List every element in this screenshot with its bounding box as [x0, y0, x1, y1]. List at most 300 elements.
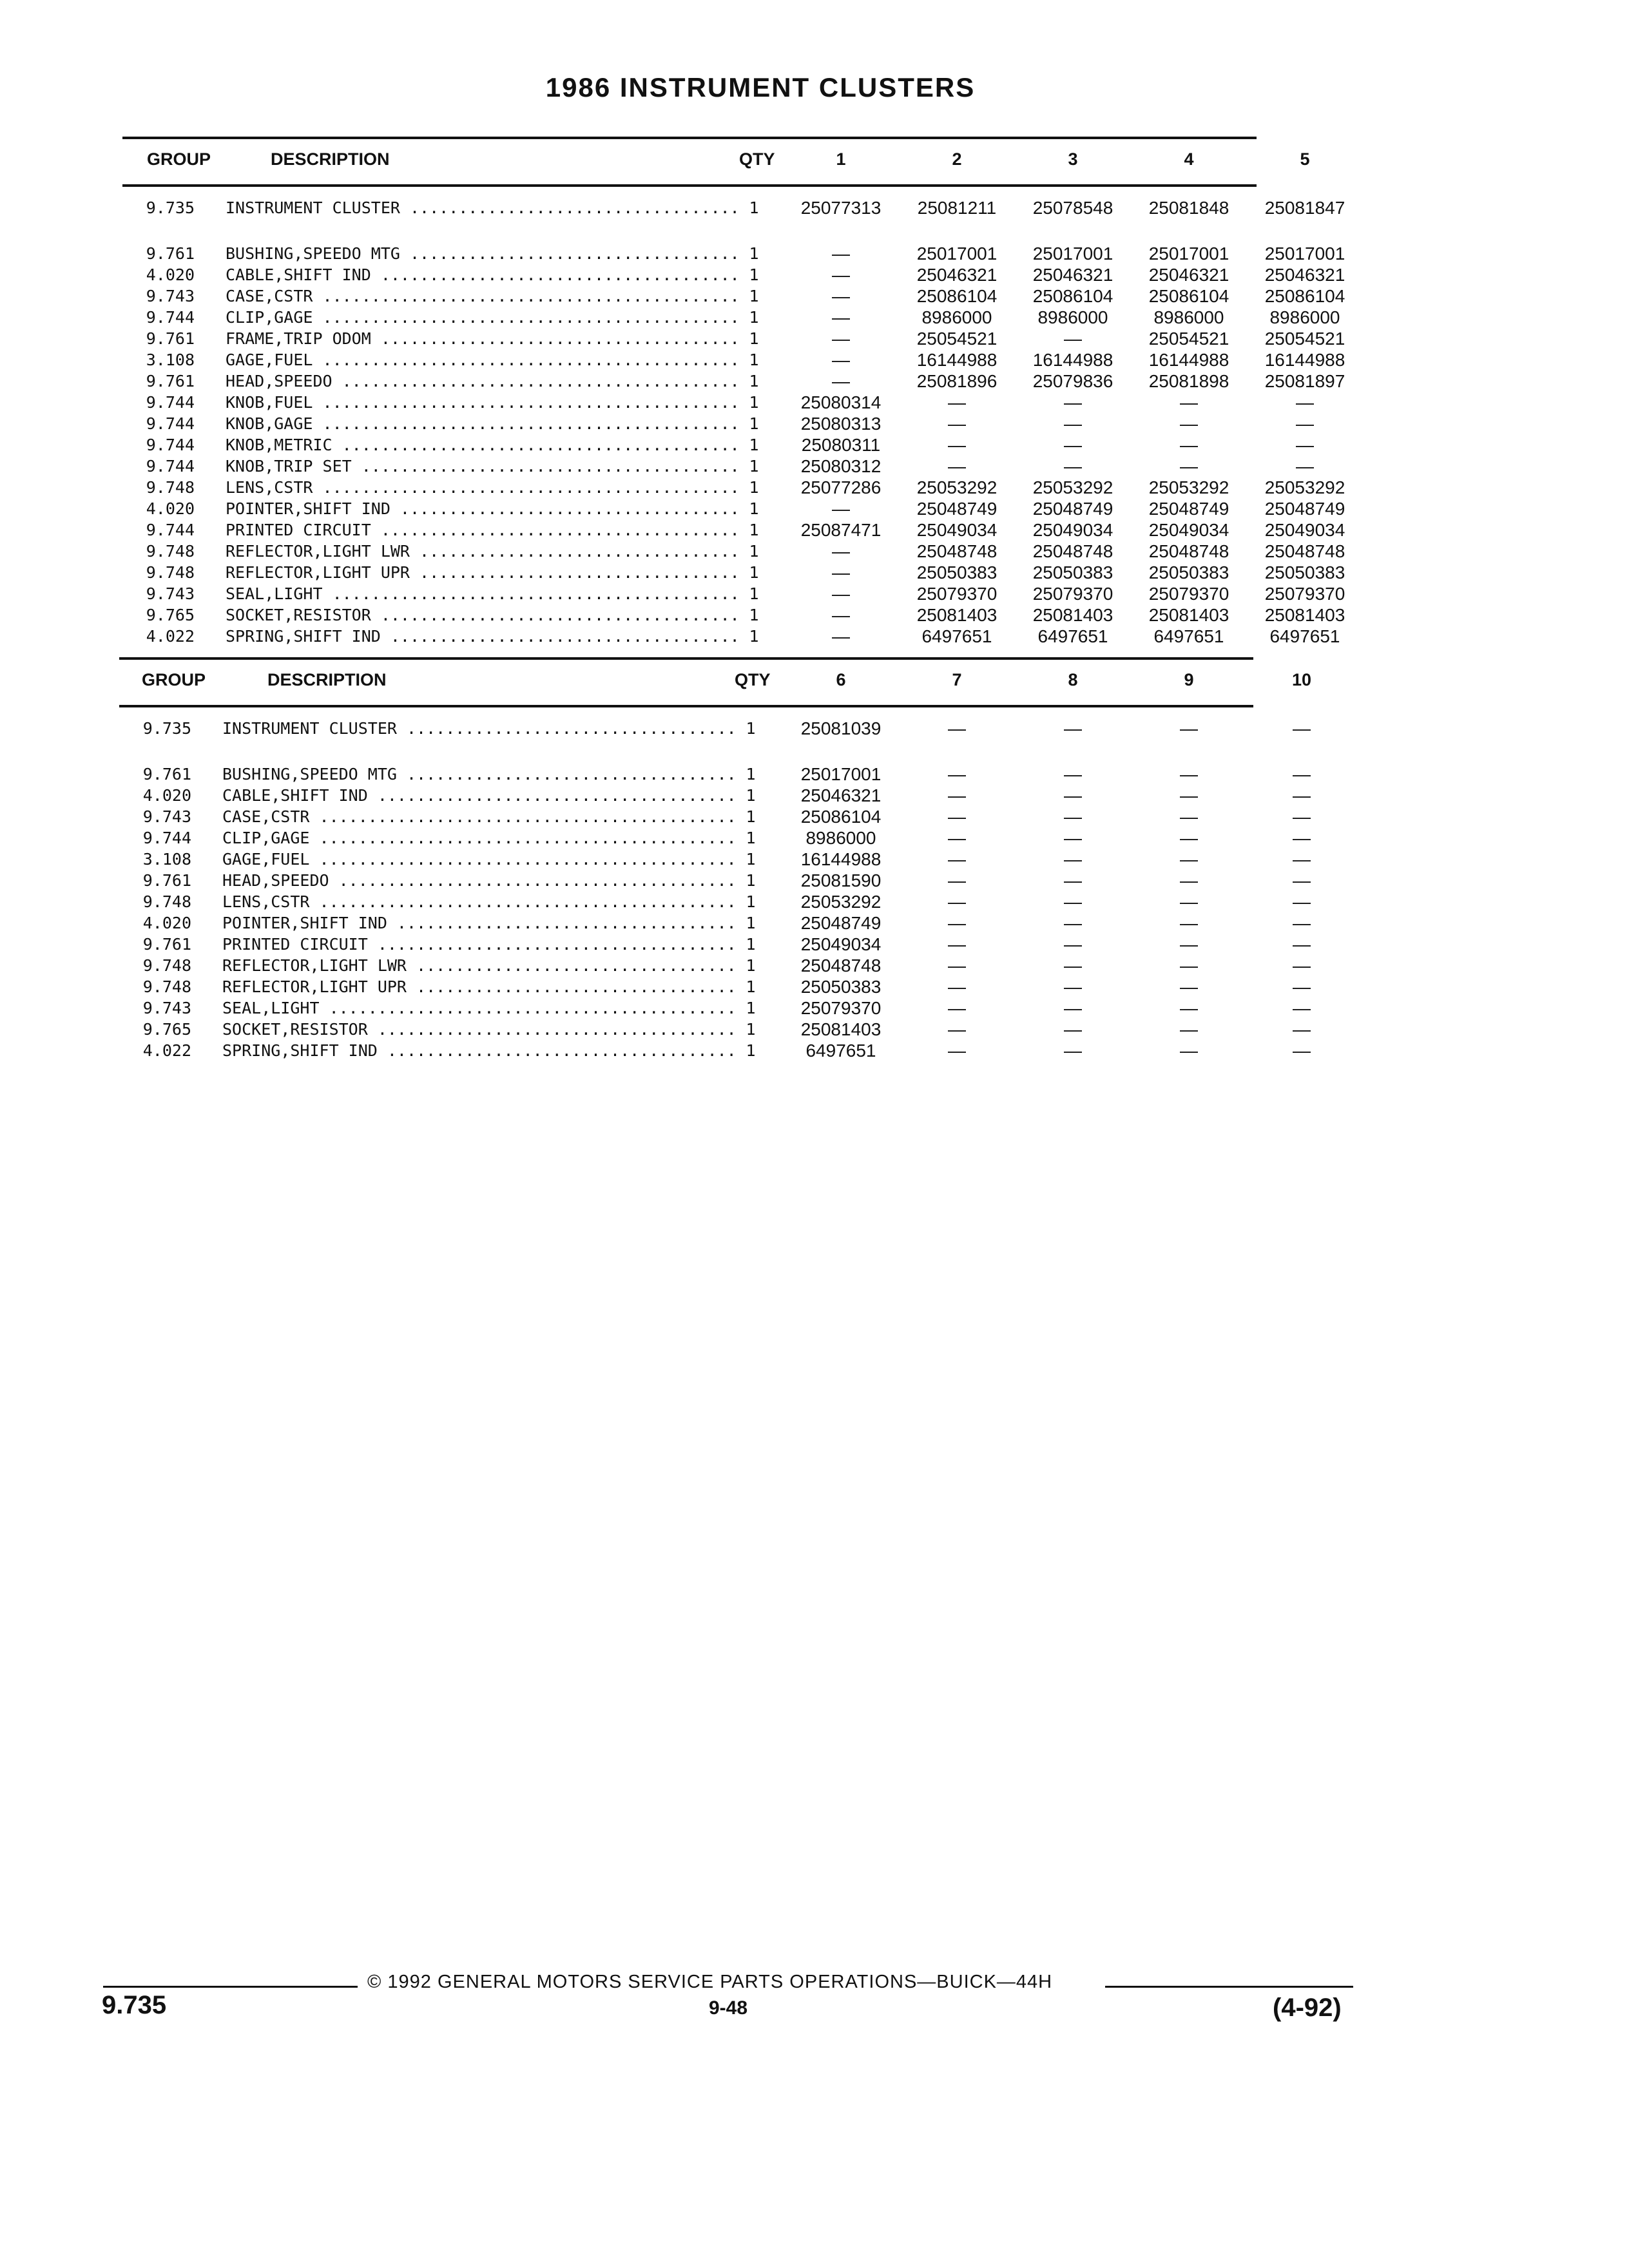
footer-rule-left: [103, 1986, 358, 1988]
header-col-1: 1: [836, 149, 846, 169]
part-number-cell: —: [832, 307, 850, 327]
part-number-cell: 25017001: [800, 764, 882, 784]
part-number-cell: —: [948, 956, 966, 975]
part-number-cell: 8986000: [1037, 307, 1108, 327]
part-number-cell: 25081039: [800, 718, 882, 738]
part-number-cell: —: [1064, 828, 1082, 848]
header-col-5: 5: [1300, 149, 1310, 169]
part-number-cell: —: [1296, 392, 1314, 412]
part-description: KNOB,GAGE .....: [226, 413, 741, 434]
part-number-cell: 25017001: [1264, 244, 1345, 264]
part-number-cell: —: [1180, 913, 1198, 933]
part-number-cell: 25050383: [916, 562, 998, 582]
part-number-cell: 8986000: [1269, 307, 1340, 327]
quantity: 1: [738, 891, 764, 912]
part-number-cell: 25081403: [1148, 605, 1229, 625]
part-number-cell: —: [1293, 849, 1311, 869]
header-col-10: 10: [1291, 670, 1312, 689]
parts-table-models-6-10: [119, 657, 1312, 1061]
table-row: [122, 285, 1345, 307]
part-number-cell: —: [1064, 998, 1082, 1018]
header-col-3: 3: [1068, 149, 1078, 169]
quantity: 1: [741, 626, 767, 647]
part-number-cell: —: [1180, 1041, 1198, 1061]
group-number: 9.735: [146, 198, 195, 217]
part-number-cell: 6497651: [1037, 626, 1108, 646]
part-description: CASE,CSTR .....: [226, 285, 741, 307]
part-description: REFLECTOR,LIGHT LWR .....: [222, 955, 738, 976]
table-row: [119, 891, 1311, 912]
part-number-cell: —: [1064, 849, 1082, 869]
quantity: 1: [738, 849, 764, 870]
part-number-cell: 25053292: [800, 892, 882, 912]
part-number-cell: —: [1064, 1019, 1082, 1039]
part-description: SPRING,SHIFT IND .....: [226, 626, 741, 647]
group-number: 9.748: [142, 892, 191, 911]
group-number: 9.761: [146, 372, 195, 390]
part-number-cell: —: [1296, 435, 1314, 455]
footer-rule-right: [1105, 1986, 1353, 1988]
group-number: 4.022: [146, 627, 195, 646]
part-number-cell: —: [948, 456, 966, 476]
quantity: 1: [741, 285, 767, 307]
part-description: POINTER,SHIFT IND .....: [222, 912, 738, 934]
part-number-cell: 25046321: [1148, 265, 1229, 285]
header-description: DESCRIPTION: [267, 670, 387, 689]
part-number-cell: —: [832, 244, 850, 264]
table-row: [119, 718, 1311, 739]
part-number-cell: 25081211: [917, 198, 997, 218]
part-number-cell: —: [948, 1019, 966, 1039]
part-number-cell: —: [948, 934, 966, 954]
header-col-9: 9: [1184, 670, 1194, 689]
part-number-cell: 25046321: [916, 265, 998, 285]
part-number-cell: 25086104: [1148, 286, 1229, 306]
part-number-cell: —: [1064, 718, 1082, 738]
part-number-cell: —: [1064, 456, 1082, 476]
part-description: PRINTED CIRCUIT .....: [222, 934, 738, 955]
table-row: [119, 870, 1311, 891]
table-row: [119, 764, 1311, 785]
table-row: [122, 349, 1345, 370]
part-number-cell: 25048749: [800, 913, 882, 933]
group-number: 9.744: [146, 457, 195, 476]
part-number-cell: —: [832, 541, 850, 561]
part-number-cell: 25081896: [916, 371, 998, 391]
group-number: 9.761: [142, 871, 191, 890]
quantity: 1: [741, 243, 767, 264]
part-number-cell: —: [1064, 329, 1082, 349]
part-number-cell: —: [1180, 956, 1198, 975]
part-number-cell: —: [1293, 1019, 1311, 1039]
quantity: 1: [738, 976, 764, 997]
header-col-8: 8: [1068, 670, 1078, 689]
part-number-cell: —: [1180, 998, 1198, 1018]
group-number: 9.761: [142, 765, 191, 783]
part-number-cell: 25080311: [801, 435, 881, 455]
page-title: 1986 INSTRUMENT CLUSTERS: [545, 72, 976, 102]
part-number-cell: 25053292: [1032, 477, 1113, 497]
part-number-cell: 25053292: [916, 477, 998, 497]
group-number: 9.744: [146, 521, 195, 539]
quantity: 1: [741, 307, 767, 328]
part-number-cell: 16144988: [916, 350, 998, 370]
part-number-cell: 25048748: [800, 956, 882, 975]
header-qty: QTY: [739, 149, 775, 169]
group-number: 9.743: [142, 999, 191, 1017]
part-number-cell: 25049034: [1264, 520, 1345, 540]
part-number-cell: 25079370: [1264, 584, 1345, 604]
table-row: [122, 328, 1345, 349]
part-number-cell: 6497651: [805, 1041, 876, 1061]
part-description: HEAD,SPEEDO .....: [222, 870, 738, 891]
part-number-cell: —: [1293, 998, 1311, 1018]
part-number-cell: —: [948, 870, 966, 890]
part-description: BUSHING,SPEEDO MTG .....: [226, 243, 741, 264]
group-number: 3.108: [146, 351, 195, 369]
group-number: 9.744: [146, 308, 195, 327]
table-row: [122, 583, 1345, 604]
part-number-cell: —: [1293, 1041, 1311, 1061]
table-row: [119, 934, 1311, 955]
part-number-cell: 25080312: [800, 456, 882, 476]
part-number-cell: 25048749: [1032, 499, 1113, 519]
part-number-cell: 25046321: [1264, 265, 1345, 285]
part-description: REFLECTOR,LIGHT UPR .....: [222, 976, 738, 997]
part-number-cell: —: [948, 718, 966, 738]
table-row: [119, 955, 1311, 976]
table-row: [119, 827, 1311, 849]
part-number-cell: —: [832, 605, 850, 625]
table-row: [122, 392, 1314, 413]
part-number-cell: —: [1180, 435, 1198, 455]
part-number-cell: —: [1180, 456, 1198, 476]
group-number: 9.744: [146, 393, 195, 412]
part-number-cell: 25054521: [1264, 329, 1345, 349]
row-spacer: [122, 218, 1257, 243]
part-number-cell: —: [832, 350, 850, 370]
group-number: 9.765: [146, 606, 195, 624]
quantity: 1: [738, 764, 764, 785]
part-number-cell: —: [1064, 392, 1082, 412]
part-number-cell: 25050383: [800, 977, 882, 997]
part-number-cell: 25079370: [800, 998, 882, 1018]
part-number-cell: —: [1293, 892, 1311, 912]
quantity: 1: [738, 955, 764, 976]
quantity: 1: [741, 583, 767, 604]
quantity: 1: [738, 912, 764, 934]
part-number-cell: 25054521: [916, 329, 998, 349]
group-number: 4.022: [142, 1041, 191, 1060]
part-description: CLIP,GAGE .....: [226, 307, 741, 328]
table-row: [122, 541, 1345, 562]
part-number-cell: 25053292: [1264, 477, 1345, 497]
part-number-cell: —: [1293, 828, 1311, 848]
part-number-cell: 8986000: [805, 828, 876, 848]
part-number-cell: 25049034: [800, 934, 882, 954]
part-number-cell: —: [1064, 892, 1082, 912]
part-description: BUSHING,SPEEDO MTG .....: [222, 764, 738, 785]
header-group: GROUP: [147, 149, 211, 169]
table-row: [122, 519, 1345, 541]
part-number-cell: 25079370: [916, 584, 998, 604]
part-number-cell: —: [1293, 785, 1311, 805]
quantity: 1: [738, 934, 764, 955]
part-number-cell: 6497651: [1153, 626, 1224, 646]
part-number-cell: 25046321: [1032, 265, 1113, 285]
group-number: 9.743: [146, 287, 195, 305]
part-number-cell: 16144988: [1264, 350, 1345, 370]
part-number-cell: 25046321: [800, 785, 882, 805]
part-number-cell: —: [948, 414, 966, 434]
part-number-cell: 25048748: [916, 541, 998, 561]
part-number-cell: —: [948, 849, 966, 869]
part-number-cell: —: [948, 807, 966, 827]
group-number: 9.761: [146, 329, 195, 348]
part-number-cell: —: [1296, 414, 1314, 434]
part-description: REFLECTOR,LIGHT LWR .....: [226, 541, 741, 562]
quantity: 1: [738, 1019, 764, 1040]
part-number-cell: 25050383: [1264, 562, 1345, 582]
part-description: CLIP,GAGE .....: [222, 827, 738, 849]
group-number: 9.748: [146, 563, 195, 582]
part-number-cell: —: [832, 371, 850, 391]
part-number-cell: —: [1293, 764, 1311, 784]
row-spacer: [119, 739, 1253, 764]
header-col-6: 6: [836, 670, 846, 689]
quantity: 1: [741, 370, 767, 392]
part-number-cell: 8986000: [921, 307, 992, 327]
group-number: 9.744: [142, 829, 191, 847]
part-description: LENS,CSTR .....: [222, 891, 738, 912]
quantity: 1: [741, 328, 767, 349]
part-number-cell: —: [948, 828, 966, 848]
part-number-cell: —: [832, 626, 850, 646]
part-number-cell: 25080314: [800, 392, 882, 412]
part-number-cell: —: [948, 892, 966, 912]
part-number-cell: —: [1293, 913, 1311, 933]
part-number-cell: —: [1180, 849, 1198, 869]
quantity: 1: [738, 785, 764, 806]
group-number: 9.744: [146, 414, 195, 433]
table-row: [122, 604, 1345, 626]
quantity: 1: [741, 392, 767, 413]
part-number-cell: 25080313: [800, 414, 882, 434]
part-number-cell: 6497651: [921, 626, 992, 646]
table-row: [122, 498, 1345, 519]
part-number-cell: 25086104: [916, 286, 998, 306]
part-description: KNOB,TRIP SET .....: [226, 456, 741, 477]
part-number-cell: 25081403: [916, 605, 998, 625]
group-number: 9.761: [142, 935, 191, 954]
part-number-cell: —: [1064, 956, 1082, 975]
part-number-cell: 25049034: [1032, 520, 1113, 540]
part-description: INSTRUMENT CLUSTER .....: [226, 197, 741, 218]
part-description: CASE,CSTR .....: [222, 806, 738, 827]
part-number-cell: 25077286: [800, 477, 882, 497]
part-number-cell: —: [1064, 807, 1082, 827]
part-number-cell: 25079370: [1032, 584, 1113, 604]
part-number-cell: —: [1180, 1019, 1198, 1039]
table-header: [122, 137, 1310, 187]
quantity: 1: [741, 604, 767, 626]
part-number-cell: —: [832, 562, 850, 582]
group-number: 9.748: [146, 542, 195, 561]
table-row: [119, 849, 1311, 870]
part-number-cell: —: [832, 584, 850, 604]
table-row: [119, 976, 1311, 997]
table-row: [119, 1040, 1311, 1061]
footer-group-number: 9.735: [102, 1991, 167, 2019]
part-number-cell: —: [948, 1041, 966, 1061]
part-number-cell: 25017001: [1148, 244, 1229, 264]
part-number-cell: 25048749: [916, 499, 998, 519]
footer-page-number: 9-48: [709, 1997, 748, 2019]
part-number-cell: —: [1064, 934, 1082, 954]
part-number-cell: —: [948, 998, 966, 1018]
table-row: [119, 997, 1311, 1019]
quantity: 1: [738, 870, 764, 891]
part-number-cell: —: [832, 499, 850, 519]
part-number-cell: —: [1064, 764, 1082, 784]
part-number-cell: —: [1064, 435, 1082, 455]
part-number-cell: 25050383: [1148, 562, 1229, 582]
parts-table-models-1-5: [122, 137, 1345, 647]
part-description: LENS,CSTR .....: [226, 477, 741, 498]
part-number-cell: —: [1180, 892, 1198, 912]
group-number: 4.020: [142, 914, 191, 932]
header-description: DESCRIPTION: [271, 149, 390, 169]
part-number-cell: 25086104: [1264, 286, 1345, 306]
part-description: CABLE,SHIFT IND .....: [226, 264, 741, 285]
table-row: [122, 243, 1345, 264]
part-number-cell: —: [1293, 870, 1311, 890]
part-number-cell: 25081897: [1264, 371, 1345, 391]
part-number-cell: —: [1064, 870, 1082, 890]
part-number-cell: 25054521: [1148, 329, 1229, 349]
part-number-cell: 25086104: [1032, 286, 1113, 306]
table-row: [119, 1019, 1311, 1040]
header-col-7: 7: [952, 670, 962, 689]
part-description: POINTER,SHIFT IND .....: [226, 498, 741, 519]
part-number-cell: —: [1064, 913, 1082, 933]
part-number-cell: 25081898: [1148, 371, 1229, 391]
quantity: 1: [741, 434, 767, 456]
quantity: 1: [741, 197, 767, 218]
part-number-cell: 8986000: [1153, 307, 1224, 327]
part-number-cell: —: [948, 764, 966, 784]
group-number: 9.748: [142, 956, 191, 975]
part-number-cell: —: [832, 329, 850, 349]
group-number: 9.748: [146, 478, 195, 497]
part-number-cell: 25049034: [916, 520, 998, 540]
part-number-cell: —: [948, 785, 966, 805]
part-number-cell: 25079836: [1032, 371, 1113, 391]
quantity: 1: [741, 541, 767, 562]
part-number-cell: —: [1293, 807, 1311, 827]
part-number-cell: —: [1064, 977, 1082, 997]
part-number-cell: —: [1180, 977, 1198, 997]
part-number-cell: —: [1180, 828, 1198, 848]
part-number-cell: —: [1180, 414, 1198, 434]
group-number: 4.020: [146, 499, 195, 518]
header-col-2: 2: [952, 149, 962, 169]
footer-copyright: © 1992 GENERAL MOTORS SERVICE PARTS OPERATIONS—BUICK—44H: [367, 1972, 1053, 1992]
part-number-cell: —: [948, 392, 966, 412]
part-number-cell: 25048748: [1264, 541, 1345, 561]
part-description: FRAME,TRIP ODOM .....: [226, 328, 741, 349]
part-description: SOCKET,RESISTOR .....: [226, 604, 741, 626]
part-number-cell: —: [1180, 392, 1198, 412]
table-row: [122, 562, 1345, 583]
part-number-cell: —: [1180, 764, 1198, 784]
part-number-cell: 25048749: [1264, 499, 1345, 519]
part-number-cell: 16144988: [800, 849, 882, 869]
part-number-cell: —: [832, 286, 850, 306]
part-number-cell: 25049034: [1148, 520, 1229, 540]
part-number-cell: —: [1064, 785, 1082, 805]
footer-revision-date: (4-92): [1273, 1994, 1342, 2022]
quantity: 1: [741, 264, 767, 285]
group-number: 3.108: [142, 850, 191, 869]
part-description: REFLECTOR,LIGHT UPR .....: [226, 562, 741, 583]
part-description: GAGE,FUEL .....: [226, 349, 741, 370]
part-description: KNOB,FUEL .....: [226, 392, 741, 413]
part-number-cell: 25081403: [1032, 605, 1113, 625]
table-row: [119, 785, 1311, 806]
table-body: [122, 197, 1345, 647]
quantity: 1: [738, 827, 764, 849]
part-number-cell: —: [1180, 718, 1198, 738]
quantity: 1: [741, 456, 767, 477]
part-number-cell: 25081403: [1264, 605, 1345, 625]
part-number-cell: 25048749: [1148, 499, 1229, 519]
group-number: 9.743: [142, 807, 191, 826]
group-number: 9.744: [146, 436, 195, 454]
quantity: 1: [741, 349, 767, 370]
part-number-cell: —: [1180, 934, 1198, 954]
part-number-cell: 25048748: [1032, 541, 1113, 561]
table-row: [119, 806, 1311, 827]
part-number-cell: 25081847: [1264, 198, 1345, 218]
header-group: GROUP: [142, 670, 206, 689]
part-number-cell: —: [1293, 956, 1311, 975]
group-number: 4.020: [142, 786, 191, 805]
part-number-cell: —: [1180, 807, 1198, 827]
group-number: 9.748: [142, 977, 191, 996]
quantity: 1: [738, 1040, 764, 1061]
part-number-cell: 25017001: [916, 244, 998, 264]
table-row: [119, 912, 1311, 934]
table-row: [122, 264, 1345, 285]
part-number-cell: 25077313: [800, 198, 882, 218]
part-description: KNOB,METRIC .....: [226, 434, 741, 456]
part-number-cell: 25050383: [1032, 562, 1113, 582]
quantity: 1: [738, 718, 764, 739]
part-number-cell: 25081590: [800, 870, 882, 890]
part-number-cell: —: [832, 265, 850, 285]
group-number: 4.020: [146, 265, 195, 284]
part-number-cell: —: [1293, 934, 1311, 954]
table-row: [122, 307, 1340, 328]
part-number-cell: 16144988: [1032, 350, 1113, 370]
part-description: SOCKET,RESISTOR .....: [222, 1019, 738, 1040]
part-number-cell: 25053292: [1148, 477, 1229, 497]
part-description: CABLE,SHIFT IND .....: [222, 785, 738, 806]
part-description: INSTRUMENT CLUSTER .....: [222, 718, 738, 739]
part-number-cell: 16144988: [1148, 350, 1229, 370]
table-body: [119, 718, 1311, 1061]
